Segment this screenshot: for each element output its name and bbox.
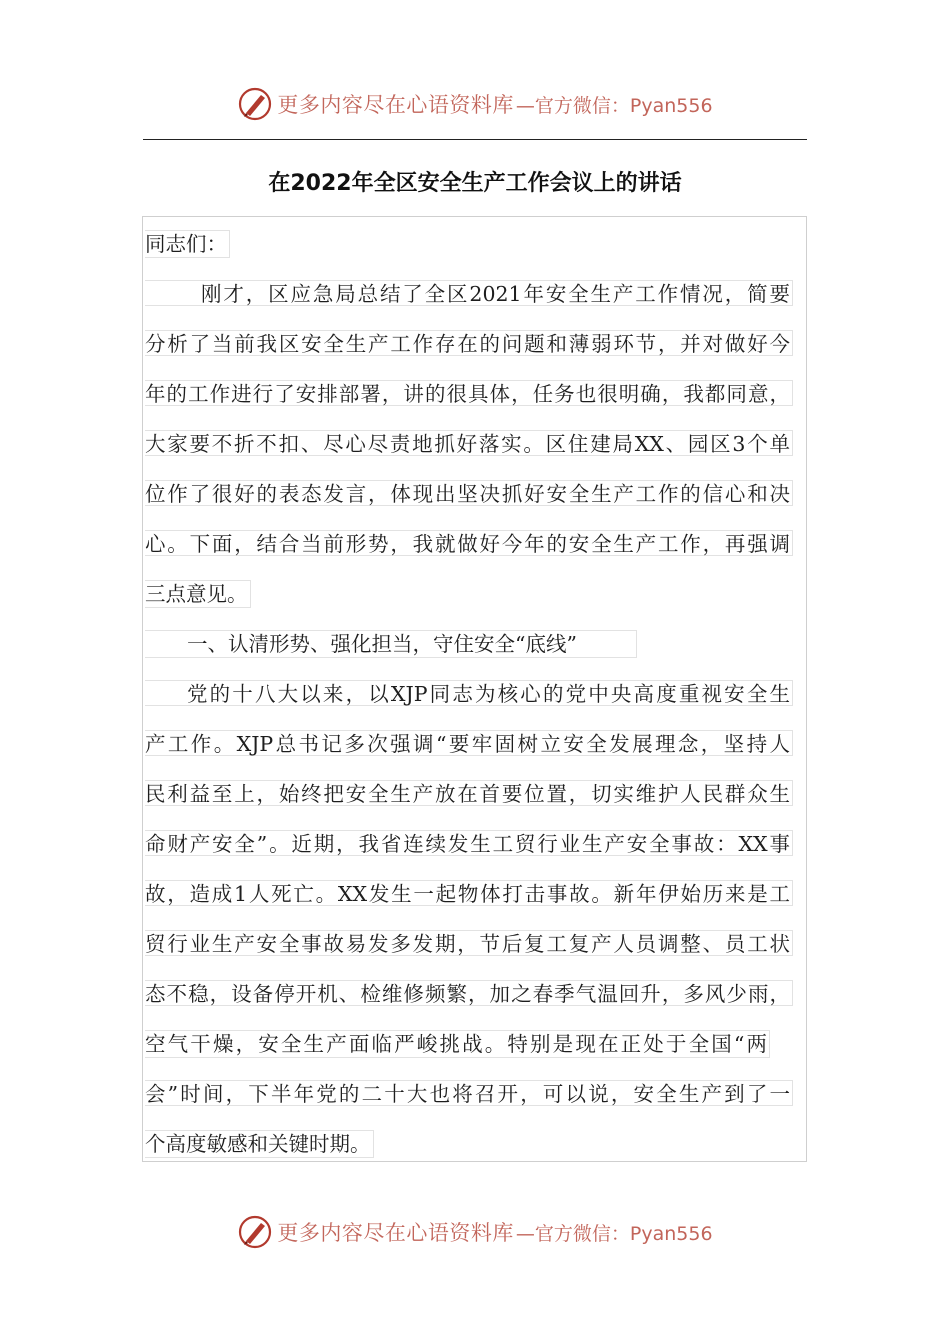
banner-brand: 更多内容尽在心语资料库 bbox=[277, 93, 514, 117]
paragraph-line: 位作了很好的表态发言，体现出坚决抓好安全生产工作的信心和决 bbox=[145, 480, 793, 506]
paragraph-line: 空气干燥，安全生产面临严峻挑战。特别是现在正处于全国“两 bbox=[145, 1030, 770, 1058]
header-divider bbox=[143, 139, 807, 140]
header-banner bbox=[0, 84, 950, 124]
banner-contact: —官方微信：Pyan556 bbox=[515, 1222, 713, 1245]
paragraph-line: 贸行业生产安全事故易发多发期，节后复工复产人员调整、员工状 bbox=[145, 930, 793, 956]
paragraph-line: 年的工作进行了安排部署，讲的很具体，任务也很明确，我都同意， bbox=[145, 380, 793, 406]
footer-banner bbox=[0, 1212, 950, 1252]
pen-logo-icon bbox=[237, 86, 273, 122]
paragraph-line: 个高度敏感和关键时期。 bbox=[145, 1130, 374, 1158]
paragraph-line: 产工作。XJP总书记多次强调“要牢固树立安全发展理念，坚持人 bbox=[145, 730, 793, 756]
banner-contact: —官方微信：Pyan556 bbox=[515, 94, 713, 117]
banner-brand: 更多内容尽在心语资料库 bbox=[277, 1221, 514, 1245]
paragraph-line: 态不稳，设备停开机、检维修频繁，加之春季气温回升，多风少雨， bbox=[145, 980, 793, 1006]
paragraph-line: 分析了当前我区安全生产工作存在的问题和薄弱环节，并对做好今 bbox=[145, 330, 793, 356]
document-title: 在2022年全区安全生产工作会议上的讲话 bbox=[268, 171, 682, 196]
paragraph-line: 心。下面，结合当前形势，我就做好今年的安全生产工作，再强调 bbox=[145, 530, 793, 556]
paragraph-line: 刚才，区应急局总结了全区2021年安全生产工作情况，简要 bbox=[145, 280, 793, 306]
paragraph-line: 会”时间，下半年党的二十大也将召开，可以说，安全生产到了一 bbox=[145, 1080, 793, 1106]
paragraph-line: 党的十八大以来，以XJP同志为核心的党中央高度重视安全生 bbox=[145, 680, 793, 706]
paragraph-line: 命财产安全”。近期，我省连续发生工贸行业生产安全事故：XX事 bbox=[145, 830, 793, 856]
paragraph-line: 三点意见。 bbox=[145, 580, 251, 608]
paragraph-line: 民利益至上，始终把安全生产放在首要位置，切实维护人民群众生 bbox=[145, 780, 793, 806]
paragraph-line: 大家要不折不扣、尽心尽责地抓好落实。区住建局XX、园区3个单 bbox=[145, 430, 793, 456]
paragraph-line: 故，造成1人死亡。XX发生一起物体打击事故。新年伊始历来是工 bbox=[145, 880, 793, 906]
salutation: 同志们： bbox=[145, 230, 230, 258]
pen-logo-icon bbox=[237, 1214, 273, 1250]
section-heading: 一、认清形势、强化担当，守住安全“底线” bbox=[145, 630, 637, 658]
